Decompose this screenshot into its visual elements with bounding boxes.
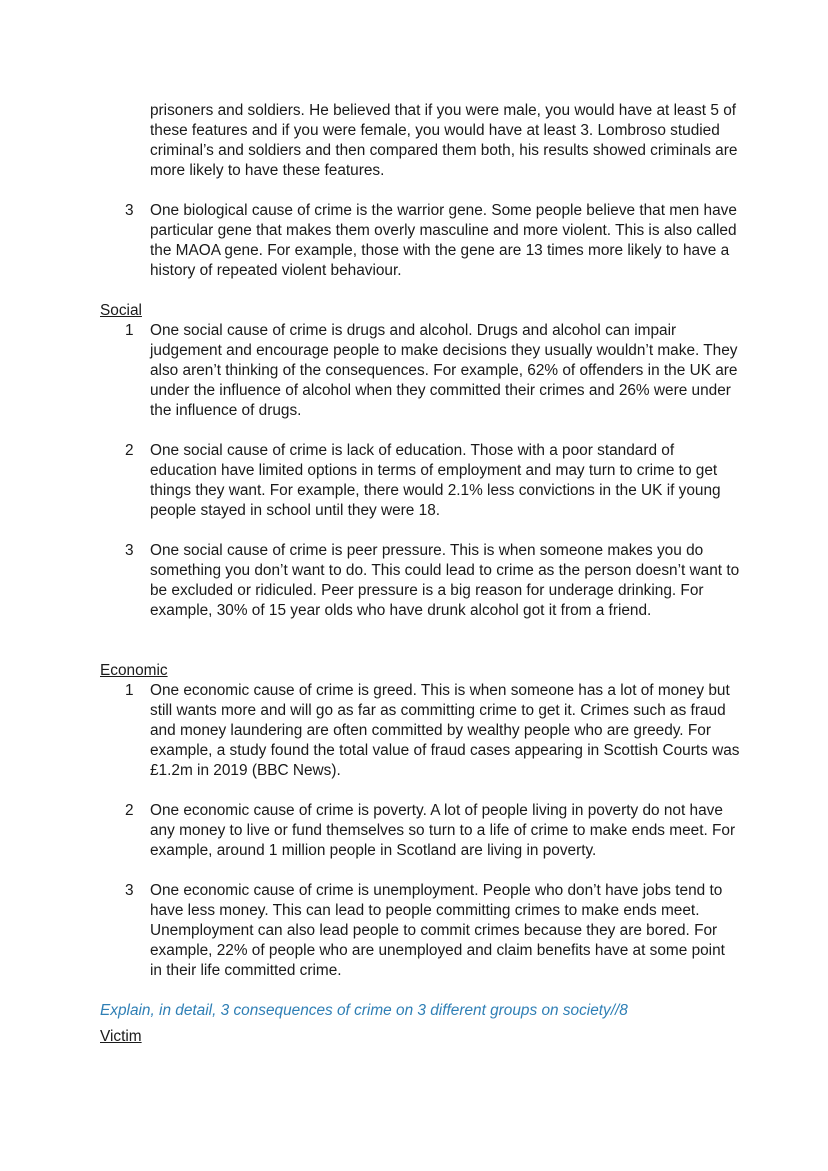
list-number: 2 (125, 802, 134, 819)
list-item-text: One economic cause of crime is poverty. A lot of people living in poverty do not have any money to live or fund themselves so turn to a life of crime to make ends meet. For example, around 1 million people in Scotland are living in poverty. (150, 802, 736, 859)
list-item-text: One economic cause of crime is unemployment. People who don’t have jobs tend to have less money. This can lead to people committing crimes to make ends meet. Unemployment can also lead people to commit crimes because they are bored. For example, 22% of people who are unemployed and claim benefits have at some point in their life committed crime. (150, 882, 725, 979)
list-number: 3 (125, 882, 134, 899)
list-item-text: One social cause of crime is peer pressure. This is when someone makes you do something you don’t want to do. This could lead to crime as the person doesn’t want to be excluded or ridiculed. Peer pressure is a big reason for underage drinking. For example, 30% of 15 year olds who have drunk alcohol got it from a friend. (150, 542, 740, 619)
biological-item-2-continuation: prisoners and soldiers. He believed that if you were male, you would have at least 5 of these features and if you were female, you would have at least 3. Lombroso studied criminal’s and soldiers and then compared them both, his results showed criminals are more likely to have these features. (150, 102, 738, 179)
question-prompt: Explain, in detail, 3 consequences of crime on 3 different groups on society//8 (100, 1002, 628, 1019)
list-number: 3 (125, 202, 134, 219)
list-item-text: One social cause of crime is drugs and alcohol. Drugs and alcohol can impair judgement and encourage people to make decisions they usually wouldn’t make. They also aren’t thinking of the consequences. For example, 62% of offenders in the UK are under the influence of alcohol when they committed their crimes and 26% were under the influence of drugs. (150, 322, 738, 419)
list-item-text: One economic cause of crime is greed. This is when someone has a lot of money but still wants more and will go as far as committing crime to get it. Crimes such as fraud and money laundering are often committed by wealthy people who are greedy. For example, a study found the total value of fraud cases appearing in Scottish Courts was £1.2m in 2019 (BBC News). (150, 682, 740, 779)
list-number: 1 (125, 682, 134, 699)
list-number: 3 (125, 542, 134, 559)
social-item-1 (125, 321, 740, 421)
social-heading: Social (100, 302, 142, 319)
economic-item-1 (125, 681, 740, 781)
list-number: 2 (125, 442, 134, 459)
economic-heading: Economic (100, 662, 168, 679)
victim-heading: Victim (100, 1028, 142, 1045)
list-item-text: One social cause of crime is lack of education. Those with a poor standard of education have limited options in terms of employment and may turn to crime to get things they want. For example, there would 2.1% less convictions in the UK if young people stayed in school until they were 18. (150, 442, 721, 519)
economic-item-2 (125, 801, 740, 861)
social-item-2 (125, 441, 740, 521)
biological-item-3 (125, 201, 740, 281)
list-number: 1 (125, 322, 134, 339)
list-item-text: One biological cause of crime is the warrior gene. Some people believe that men have particular gene that makes them overly masculine and more violent. This is also called the MAOA gene. For example, those with the gene are 13 times more likely to have a history of repeated violent behaviour. (150, 202, 737, 279)
economic-item-3 (125, 881, 740, 981)
social-item-3 (125, 541, 740, 621)
